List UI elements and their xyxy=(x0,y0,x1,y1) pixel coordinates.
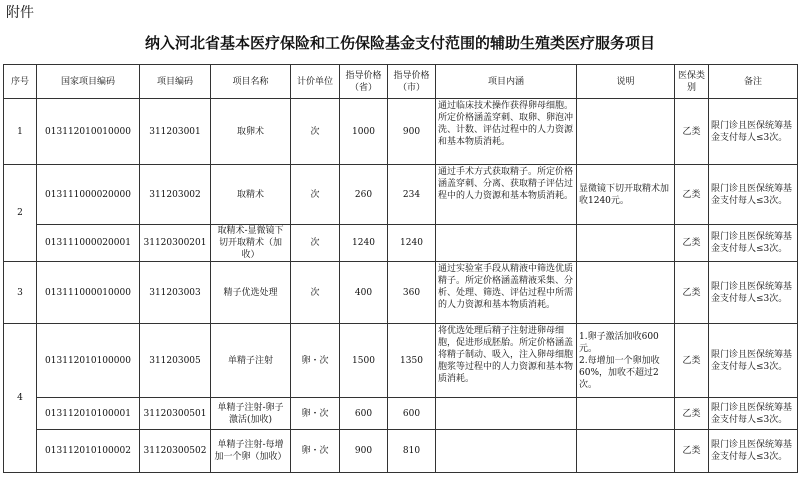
header-row xyxy=(4,65,798,99)
cell-seq: 2 xyxy=(4,165,37,262)
cell-category: 乙类 xyxy=(675,225,709,262)
cell-national-code: 013112010100000 xyxy=(37,324,140,398)
cell-unit: 次 xyxy=(291,165,340,225)
cell-price-province: 400 xyxy=(340,262,388,324)
table-row xyxy=(4,225,798,262)
table-row xyxy=(4,430,798,473)
cell-item-name: 取精术 xyxy=(211,165,291,225)
header-price-city: 指导价格（市） xyxy=(388,65,436,99)
header-unit: 计价单位 xyxy=(291,65,340,99)
cell-item-name: 单精子注射 xyxy=(211,324,291,398)
cell-remark: 限门诊且医保统筹基金支付每人≤3次。 xyxy=(709,99,798,165)
cell-content xyxy=(436,225,577,262)
cell-remark: 限门诊且医保统筹基金支付每人≤3次。 xyxy=(709,165,798,225)
cell-remark: 限门诊且医保统筹基金支付每人≤3次。 xyxy=(709,430,798,473)
cell-category: 乙类 xyxy=(675,430,709,473)
cell-category: 乙类 xyxy=(675,262,709,324)
cell-item-code: 31120300201 xyxy=(140,225,211,262)
cell-price-city: 234 xyxy=(388,165,436,225)
header-note: 说明 xyxy=(577,65,675,99)
cell-item-code: 311203001 xyxy=(140,99,211,165)
cell-national-code: 013111000010000 xyxy=(37,262,140,324)
cell-category: 乙类 xyxy=(675,324,709,398)
cell-note xyxy=(577,225,675,262)
cell-price-city: 1350 xyxy=(388,324,436,398)
cell-national-code: 013112010100001 xyxy=(37,398,140,430)
table-row xyxy=(4,262,798,324)
cell-price-province: 600 xyxy=(340,398,388,430)
cell-category: 乙类 xyxy=(675,165,709,225)
table-row xyxy=(4,398,798,430)
header-item-code: 项目编码 xyxy=(140,65,211,99)
cell-content xyxy=(436,430,577,473)
cell-content: 通过实验室手段从精液中筛选优质精子。所定价格涵盖精液采集、分析、处理、筛选、评估过程中所需的人力资源和基本物质消耗。 xyxy=(436,262,577,324)
document-title: 纳入河北省基本医疗保险和工伤保险基金支付范围的辅助生殖类医疗服务项目 xyxy=(144,34,655,52)
cell-unit: 次 xyxy=(291,99,340,165)
cell-price-province: 900 xyxy=(340,430,388,473)
table-row xyxy=(4,324,798,398)
header-national-code: 国家项目编码 xyxy=(37,65,140,99)
cell-item-code: 311203002 xyxy=(140,165,211,225)
header-item-name: 项目名称 xyxy=(211,65,291,99)
cell-content: 将优选处理后精子注射进卵母细胞，促进形成胚胎。所定价格涵盖将精子制动、吸入，注入卵母细胞胞浆等过程中的人力资源和基本物质消耗。 xyxy=(436,324,577,398)
cell-remark: 限门诊且医保统筹基金支付每人≤3次。 xyxy=(709,262,798,324)
cell-seq: 1 xyxy=(4,99,37,165)
header-price-province: 指导价格（省） xyxy=(340,65,388,99)
cell-unit: 次 xyxy=(291,262,340,324)
cell-remark: 限门诊且医保统筹基金支付每人≤3次。 xyxy=(709,324,798,398)
cell-seq: 4 xyxy=(4,324,37,473)
cell-remark: 限门诊且医保统筹基金支付每人≤3次。 xyxy=(709,225,798,262)
header-content: 项目内涵 xyxy=(436,65,577,99)
cell-unit: 次 xyxy=(291,225,340,262)
cell-national-code: 013111000020000 xyxy=(37,165,140,225)
cell-category: 乙类 xyxy=(675,398,709,430)
cell-price-province: 1240 xyxy=(340,225,388,262)
cell-remark: 限门诊且医保统筹基金支付每人≤3次。 xyxy=(709,398,798,430)
cell-item-name: 精子优选处理 xyxy=(211,262,291,324)
cell-category: 乙类 xyxy=(675,99,709,165)
cell-item-name: 单精子注射-每增加一个卵（加收） xyxy=(211,430,291,473)
cell-price-city: 810 xyxy=(388,430,436,473)
cell-note xyxy=(577,430,675,473)
cell-item-code: 31120300502 xyxy=(140,430,211,473)
cell-item-name: 取卵术 xyxy=(211,99,291,165)
cell-item-name: 取精术-显微镜下切开取精术（加收） xyxy=(211,225,291,262)
cell-note xyxy=(577,398,675,430)
table-row xyxy=(4,99,798,165)
cell-price-province: 1000 xyxy=(340,99,388,165)
cell-item-code: 311203003 xyxy=(140,262,211,324)
header-seq: 序号 xyxy=(4,65,37,99)
cell-unit: 卵・次 xyxy=(291,324,340,398)
cell-price-city: 900 xyxy=(388,99,436,165)
header-remark: 备注 xyxy=(709,65,798,99)
attachment-label: 附件 xyxy=(6,5,34,21)
cell-content xyxy=(436,398,577,430)
cell-note xyxy=(577,262,675,324)
cell-note: 1.卵子激活加收600元。 2.每增加一个卵加收60%，加收不超过2次。 xyxy=(577,324,675,398)
table-row xyxy=(4,165,798,225)
cell-price-city: 600 xyxy=(388,398,436,430)
cell-unit: 卵・次 xyxy=(291,430,340,473)
cell-national-code: 013112010100002 xyxy=(37,430,140,473)
header-category: 医保类别 xyxy=(675,65,709,99)
cell-content: 通过手术方式获取精子。所定价格涵盖穿刺、分离、获取精子评估过程中的人力资源和基本物质消耗。 xyxy=(436,165,577,225)
cell-unit: 卵・次 xyxy=(291,398,340,430)
cell-item-code: 311203005 xyxy=(140,324,211,398)
cell-content: 通过临床技术操作获得卵母细胞。所定价格涵盖穿刺、取卵、卵泡冲洗、计数、评估过程中的人力资源和基本物质消耗。 xyxy=(436,99,577,165)
cell-note xyxy=(577,99,675,165)
service-items-table xyxy=(3,64,798,473)
cell-price-province: 260 xyxy=(340,165,388,225)
cell-price-city: 360 xyxy=(388,262,436,324)
cell-item-code: 31120300501 xyxy=(140,398,211,430)
cell-price-province: 1500 xyxy=(340,324,388,398)
cell-seq: 3 xyxy=(4,262,37,324)
cell-national-code: 013111000020001 xyxy=(37,225,140,262)
cell-price-city: 1240 xyxy=(388,225,436,262)
cell-national-code: 013112010010000 xyxy=(37,99,140,165)
cell-item-name: 单精子注射-卵子激活(加收) xyxy=(211,398,291,430)
cell-note: 显微镜下切开取精术加收1240元。 xyxy=(577,165,675,225)
